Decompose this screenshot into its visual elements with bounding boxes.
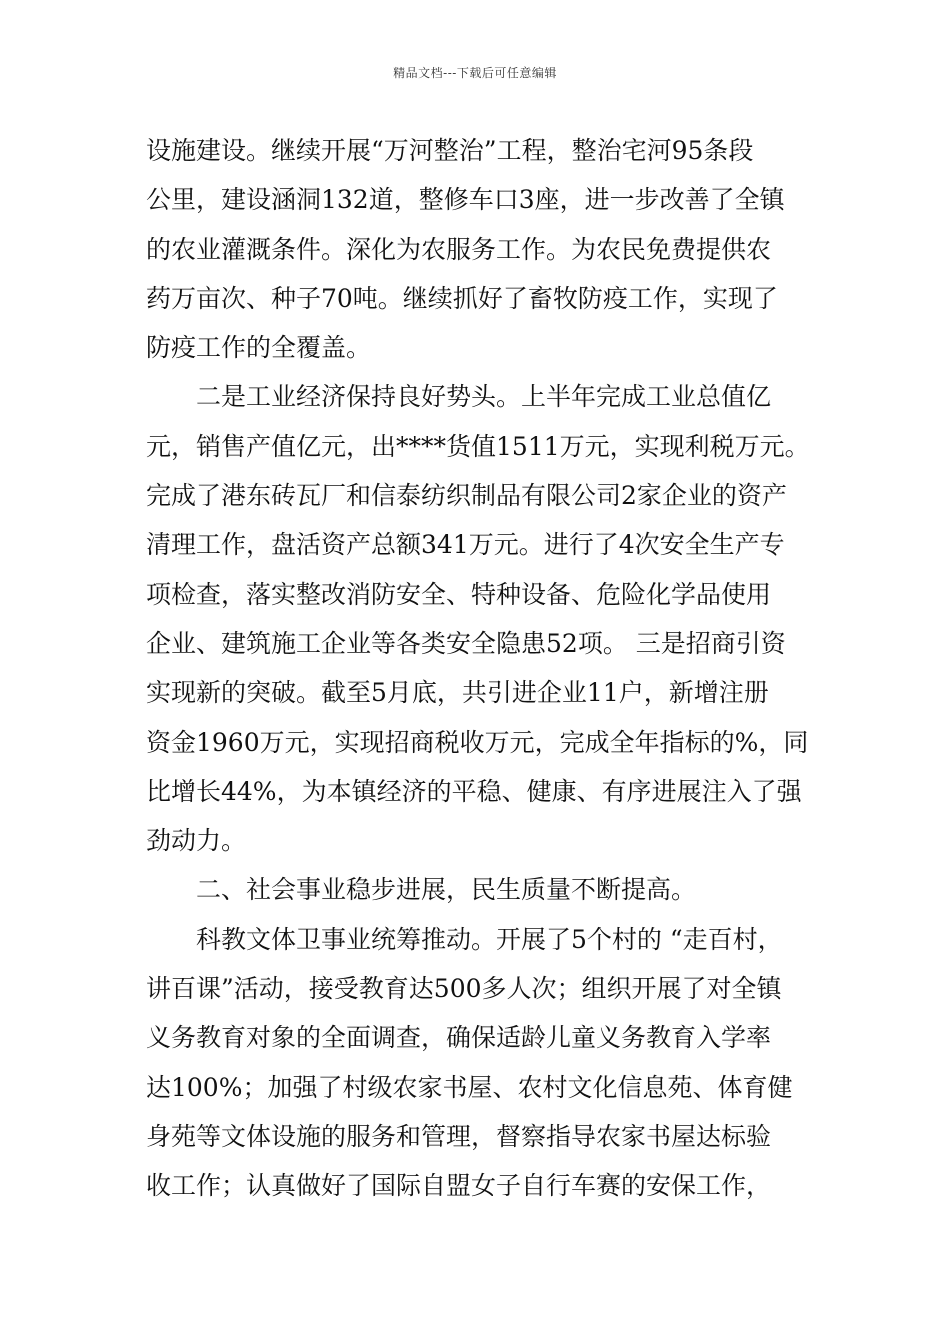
- text-line: 项检查，落实整改消防安全、特种设备、危险化学品使用: [146, 579, 772, 609]
- text-line: 讲百课”活动，接受教育达500多人次；组织开展了对全镇: [146, 974, 782, 1004]
- text-line: 收工作；认真做好了国际自盟女子自行车赛的安保工作，: [146, 1171, 772, 1201]
- text-line: 完成了港东砖瓦厂和信泰纺织制品有限公司2家企业的资产: [146, 481, 787, 511]
- text-line: 设施建设。继续开展“万河整治”工程，整治宅河95条段: [146, 136, 754, 165]
- text-line: 科教文体卫事业统筹推动。开展了5个村的 “走百村，: [196, 924, 783, 954]
- page-header: 精品文档---下载后可任意编辑: [393, 66, 557, 80]
- text-line: 义务教育对象的全面调查，确保适龄儿童义务教育入学率: [146, 1023, 772, 1053]
- text-line: 公里，建设涵洞132道，整修车口3座，进一步改善了全镇: [146, 185, 785, 215]
- text-line: 元，销售产值亿元，出****货值1511万元，实现利税万元。: [146, 431, 810, 461]
- text-line: 药万亩次、种子70吨。继续抓好了畜牧防疫工作，实现了: [146, 283, 778, 313]
- text-line: 二、社会事业稳步进展，民生质量不断提高。: [196, 875, 697, 905]
- text-line: 二是工业经济保持良好势头。上半年完成工业总值亿: [196, 382, 772, 412]
- text-line: 企业、建筑施工企业等各类安全隐患52项。 三是招商引资: [146, 628, 786, 658]
- text-line: 身苑等文体设施的服务和管理，督察指导农家书屋达标验: [146, 1121, 772, 1151]
- text-line: 防疫工作的全覆盖。: [146, 333, 372, 363]
- text-line: 资金1960万元，实现招商税收万元，完成全年指标的%，同: [146, 727, 809, 757]
- text-line: 实现新的突破。截至5月底，共引进企业11户，新增注册: [146, 678, 769, 708]
- text-line: 的农业灌溉条件。深化为农服务工作。为农民免费提供农: [146, 234, 772, 264]
- document-body: [146, 126, 818, 1211]
- text-line: 达100%；加强了村级农家书屋、农村文化信息苑、体育健: [146, 1072, 793, 1102]
- text-line: 比增长44%，为本镇经济的平稳、健康、有序进展注入了强: [146, 776, 802, 806]
- text-line: 清理工作，盘活资产总额341万元。进行了4次安全生产专: [146, 530, 785, 560]
- text-line: 劲动力。: [146, 826, 247, 856]
